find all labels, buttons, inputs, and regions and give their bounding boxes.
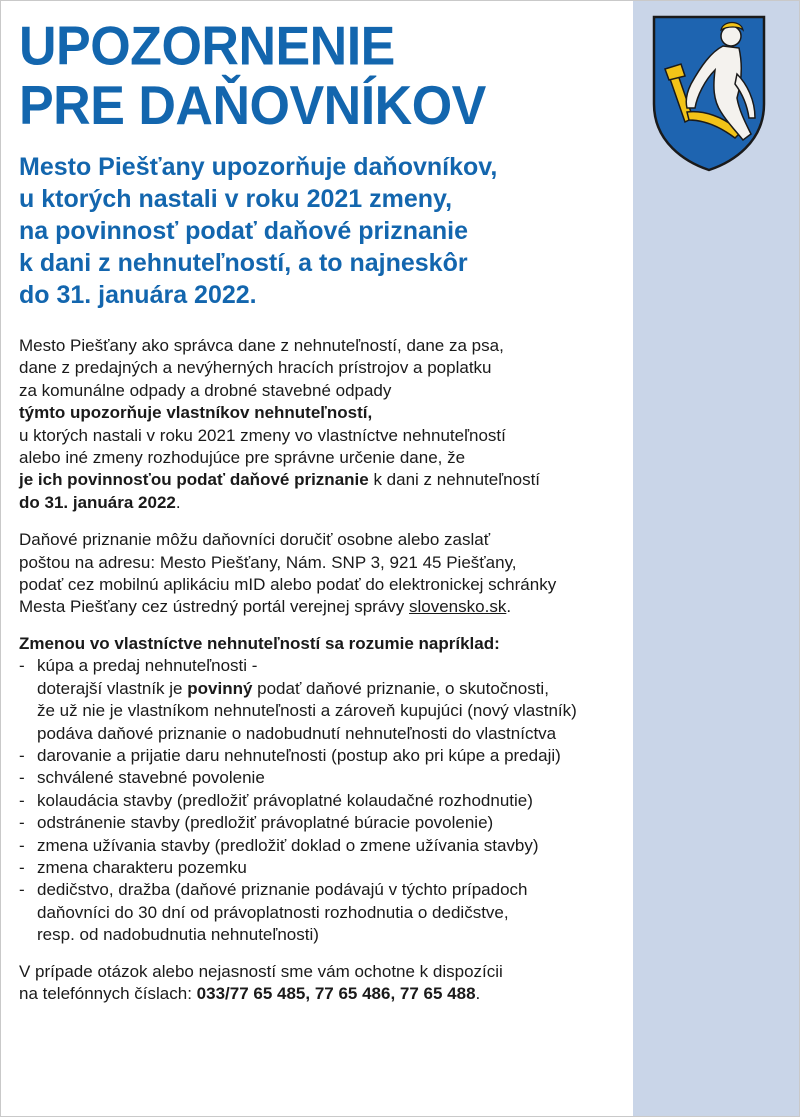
paragraph-line: dane z predajných a nevýherných hracích prístrojov a poplatku [19, 358, 492, 378]
list-item [19, 790, 779, 812]
deadline-period: . [175, 492, 181, 512]
contact-label: na telefónnych číslach: [19, 983, 197, 1003]
paragraph-line: Mesto Piešťany ako správca dane z nehnuteľností, dane za psa, [19, 336, 504, 355]
headline-line-2: PRE DAŇOVNÍKOV [19, 75, 486, 137]
mandatory-text: povinný [187, 678, 253, 698]
subheadline-line-4: k dani z nehnuteľností, a to najneskôr [19, 249, 468, 277]
paragraph-line [19, 596, 779, 618]
contact-period: . [475, 983, 481, 1003]
portal-period: . [506, 597, 512, 617]
changes-section [19, 633, 779, 947]
list-item-text-part: doterajší vlastník je [37, 678, 188, 698]
list-item-text: zmena charakteru pozemku [37, 857, 247, 877]
paragraph-delivery [19, 529, 779, 619]
list-item [19, 879, 779, 946]
paragraph-line: u ktorých nastali v roku 2021 zmeny vo vlastníctve nehnuteľností [19, 425, 506, 445]
list-dash: - [19, 745, 25, 765]
list-dash: - [19, 768, 25, 788]
paragraph-line-emphasis: týmto upozorňuje vlastníkov nehnuteľností, [19, 403, 373, 423]
contact-paragraph [19, 961, 779, 1006]
headline [19, 17, 779, 136]
deadline-text: do 31. januára 2022 [19, 492, 176, 512]
list-item-text: že už nie je vlastníkom nehnuteľnosti a zároveň kupujúci (nový vlastník) [37, 701, 577, 721]
subheadline-line-2: u ktorých nastali v roku 2021 zmeny, [19, 185, 453, 213]
paragraph-line [19, 492, 779, 514]
list-dash: - [19, 857, 25, 877]
list-item-text: resp. od nadobudnutia nehnuteľnosti) [37, 925, 319, 945]
list-item-text: kúpa a predaj nehnuteľnosti - [37, 656, 258, 676]
list-item [19, 835, 779, 857]
list-item-text: daňovníci do 30 dní od právoplatnosti rozhodnutia o dedičstve, [37, 902, 509, 922]
paragraph-line: za komunálne odpady a drobné stavebné odpady [19, 380, 392, 400]
list-dash: - [19, 835, 25, 855]
notice-content [19, 1, 779, 1005]
slovensko-sk-link[interactable]: slovensko.sk [409, 597, 507, 617]
paragraph-line: Daňové priznanie môžu daňovníci doručiť osobne alebo zaslať [19, 530, 491, 550]
list-item [19, 812, 779, 834]
paragraph-line: podať cez mobilnú aplikáciu mID alebo podať do elektronickej schránky [19, 575, 557, 595]
subheadline-line-3: na povinnosť podať daňové priznanie [19, 217, 468, 245]
portal-text: Mesta Piešťany cez ústredný portál verejnej správy [19, 597, 409, 617]
list-item-text: dedičstvo, dražba (daňové priznanie podávajú v týchto prípadoch [37, 880, 528, 900]
list-dash: - [19, 880, 25, 900]
headline-line-1: UPOZORNENIE [19, 15, 395, 78]
list-dash: - [19, 656, 25, 676]
subheadline [19, 151, 779, 311]
list-item-text [37, 678, 779, 700]
paragraph-line [19, 469, 779, 491]
list-item-text: kolaudácia stavby (predložiť právoplatné kolaudačné rozhodnutie) [37, 790, 533, 810]
obligation-text: je ich povinnosťou podať daňové priznanie [19, 470, 369, 490]
list-item-text: schválené stavebné povolenie [37, 768, 265, 788]
subheadline-line-1: Mesto Piešťany upozorňuje daňovníkov, [19, 153, 498, 181]
paragraph-line: alebo iné zmeny rozhodujúce pre správne určenie dane, že [19, 448, 466, 468]
list-dash: - [19, 790, 25, 810]
contact-line [19, 983, 779, 1005]
list-item-text: zmena užívania stavby (predložiť doklad o zmene užívania stavby) [37, 835, 539, 855]
list-dash: - [19, 813, 25, 833]
list-item [19, 767, 779, 789]
subheadline-line-5: do 31. januára 2022. [19, 281, 257, 309]
obligation-rest: k dani z nehnuteľností [368, 470, 541, 490]
phone-numbers: 033/77 65 485, 77 65 486, 77 65 488 [196, 983, 476, 1003]
list-item-text: odstránenie stavby (predložiť právoplatné búracie povolenie) [37, 813, 494, 833]
list-item [19, 655, 779, 745]
changes-heading: Zmenou vo vlastníctve nehnuteľností sa rozumie napríklad: [19, 633, 500, 653]
list-item-text-part: podať daňové priznanie, o skutočnosti, [252, 678, 549, 698]
paragraph-administrator [19, 335, 779, 514]
list-item-text: podáva daňové priznanie o nadobudnutí nehnuteľnosti do vlastníctva [37, 723, 557, 743]
list-item-text: darovanie a prijatie daru nehnuteľnosti (postup ako pri kúpe a predaji) [37, 745, 561, 765]
paragraph-line: poštou na adresu: Mesto Piešťany, Nám. SNP 3, 921 45 Piešťany, [19, 552, 517, 572]
list-item [19, 857, 779, 879]
contact-line: V prípade otázok alebo nejasností sme vám ochotne k dispozícii [19, 961, 503, 981]
list-item [19, 745, 779, 767]
